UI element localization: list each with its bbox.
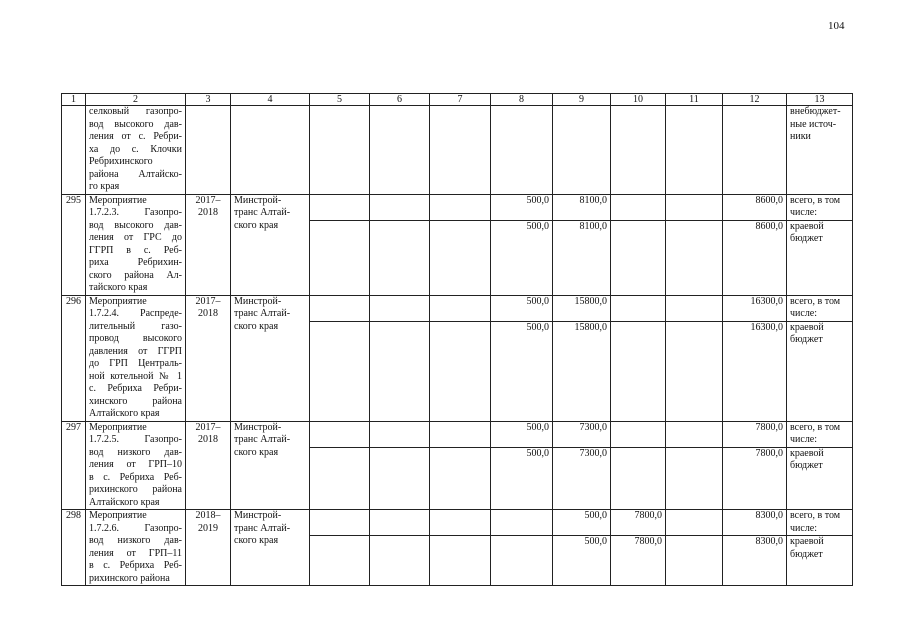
event-description-line: 1.7.2.5. Газопро- — [89, 434, 182, 445]
executor-line: транс Алтай- — [234, 308, 291, 319]
executor — [231, 295, 310, 421]
value-cell-10: 7800,0 — [611, 536, 666, 586]
event-description-line: лительный газо- — [89, 320, 182, 332]
funding-source — [787, 295, 853, 321]
value-cell-8 — [491, 536, 553, 586]
header-cell: 13 — [787, 94, 853, 106]
funding-source-line: краевой — [790, 220, 824, 232]
value-cell-6 — [370, 321, 430, 421]
header-cell: 5 — [310, 94, 370, 106]
executor-line: ского края — [234, 535, 279, 546]
value-cell-7 — [430, 321, 491, 421]
value-cell-10 — [611, 447, 666, 510]
row-number — [62, 106, 86, 195]
row-number: 295 — [62, 194, 86, 295]
value-cell-9: 15800,0 — [553, 321, 611, 421]
funding-source-line: всего, в том — [790, 421, 841, 433]
value-cell-8 — [491, 510, 553, 536]
executor — [231, 194, 310, 295]
table-row — [62, 510, 853, 536]
header-row — [62, 94, 853, 106]
value-cell-12: 8300,0 — [723, 536, 787, 586]
event-description-line: в с. Ребриха Реб- — [89, 560, 182, 571]
period — [186, 421, 231, 510]
value-cell-8: 500,0 — [491, 295, 553, 321]
event-description-line: селковый газопро- — [89, 106, 182, 117]
event-description-line: Алтайского края — [89, 408, 160, 419]
event-description-line: рихинского района — [89, 484, 182, 495]
funding-source-line: ные источ- — [790, 118, 837, 130]
event-description — [86, 295, 186, 421]
value-cell-10 — [611, 220, 666, 295]
value-cell-10: 7800,0 — [611, 510, 666, 536]
funding-source-line: бюджет — [790, 548, 823, 560]
funding-source-line: краевой — [790, 447, 824, 459]
event-description-line: ского района Ал- — [89, 269, 182, 281]
executor-line: ского края — [234, 219, 279, 231]
value-cell-8: 500,0 — [491, 194, 553, 220]
period-line: 2017– — [195, 194, 221, 206]
period-line: 2017– — [195, 421, 221, 433]
executor-line: транс Алтай- — [234, 434, 291, 445]
value-cell-11 — [666, 421, 723, 447]
event-description-line: Мероприятие — [89, 295, 147, 307]
value-cell — [553, 106, 611, 195]
period-line: 2018 — [198, 434, 218, 445]
value-cell-8: 500,0 — [491, 447, 553, 510]
event-description-line: ления от с. Ребри- — [89, 131, 182, 142]
period — [186, 194, 231, 295]
value-cell-10 — [611, 194, 666, 220]
event-description-line: ления от ГРП–10 — [89, 459, 182, 470]
funding-source — [787, 536, 853, 586]
table-row — [62, 421, 853, 447]
event-description-line: тайского края — [89, 282, 148, 293]
value-cell-7 — [430, 536, 491, 586]
header-cell: 6 — [370, 94, 430, 106]
executor-line: ского края — [234, 446, 279, 458]
value-cell-9: 8100,0 — [553, 194, 611, 220]
event-description-line: 1.7.2.6. Газопро- — [89, 522, 182, 534]
value-cell-11 — [666, 220, 723, 295]
funding-source-line: всего, в том — [790, 295, 841, 307]
value-cell-5 — [310, 421, 370, 447]
value-cell — [723, 106, 787, 195]
value-cell-5 — [310, 295, 370, 321]
period-line: 2018– — [195, 510, 221, 521]
executor-line: Минстрой- — [234, 421, 282, 433]
period-line: 2017– — [195, 295, 221, 307]
value-cell-12: 16300,0 — [723, 295, 787, 321]
funding-source — [787, 194, 853, 220]
value-cell-12: 7800,0 — [723, 421, 787, 447]
value-cell-6 — [370, 421, 430, 447]
value-cell-7 — [430, 421, 491, 447]
event-description — [86, 194, 186, 295]
value-cell-5 — [310, 536, 370, 586]
event-description-line: 1.7.2.3. Газопро- — [89, 207, 182, 218]
event-description-line: давления от ГГРП — [89, 345, 182, 357]
event-description-line: Ребрихинского — [89, 156, 153, 167]
event-description-line: ления от ГРП–11 — [89, 547, 182, 559]
event-description-line: ной котельной № 1 — [89, 370, 182, 382]
value-cell-12: 8600,0 — [723, 220, 787, 295]
period-line: 2018 — [198, 207, 218, 218]
header-cell: 3 — [186, 94, 231, 106]
value-cell — [666, 106, 723, 195]
value-cell-9: 7300,0 — [553, 447, 611, 510]
funding-source-line: ники — [790, 131, 811, 142]
value-cell-10 — [611, 321, 666, 421]
event-description-line: рихинского района — [89, 572, 170, 584]
header-cell: 10 — [611, 94, 666, 106]
value-cell-5 — [310, 321, 370, 421]
continuation-row — [62, 106, 853, 195]
value-cell-5 — [310, 447, 370, 510]
executor — [231, 510, 310, 586]
event-description-line: хинского района — [89, 395, 182, 407]
value-cell-11 — [666, 194, 723, 220]
value-cell-5 — [310, 510, 370, 536]
event-description-line: Мероприятие — [89, 194, 147, 206]
event-description-line: с. Ребриха Ребри- — [89, 383, 182, 394]
value-cell-6 — [370, 194, 430, 220]
value-cell-7 — [430, 510, 491, 536]
value-cell-10 — [611, 421, 666, 447]
value-cell-8: 500,0 — [491, 220, 553, 295]
value-cell-6 — [370, 220, 430, 295]
funding-source-line: бюджет — [790, 233, 823, 244]
executor-line: Минстрой- — [234, 295, 282, 307]
funding-source — [787, 220, 853, 295]
value-cell-11 — [666, 510, 723, 536]
funding-source-line: числе: — [790, 207, 818, 218]
period-line: 2019 — [198, 522, 218, 534]
period-line: 2018 — [198, 308, 218, 319]
event-description-line: ления от ГРС до — [89, 232, 182, 243]
event-description-line: го края — [89, 181, 120, 192]
value-cell — [310, 106, 370, 195]
value-cell-9: 500,0 — [553, 510, 611, 536]
value-cell-5 — [310, 194, 370, 220]
event-description — [86, 106, 186, 195]
value-cell — [611, 106, 666, 195]
funding-source-line: числе: — [790, 522, 818, 534]
value-cell-9: 8100,0 — [553, 220, 611, 295]
event-description-line: провод высокого — [89, 333, 182, 344]
period — [186, 510, 231, 586]
value-cell-12: 16300,0 — [723, 321, 787, 421]
header-cell: 9 — [553, 94, 611, 106]
value-cell — [491, 106, 553, 195]
executor-line: ского края — [234, 320, 279, 332]
header-cell: 8 — [491, 94, 553, 106]
value-cell-8: 500,0 — [491, 421, 553, 447]
value-cell-5 — [310, 220, 370, 295]
value-cell-11 — [666, 536, 723, 586]
event-description-line: района Алтайско- — [89, 168, 182, 180]
value-cell-6 — [370, 295, 430, 321]
executor-line: транс Алтай- — [234, 207, 291, 218]
event-description-line: вод высокого дав- — [89, 118, 182, 130]
event-description-line: ха до с. Клочки — [89, 143, 182, 155]
funding-source-line: краевой — [790, 321, 824, 333]
executor — [231, 421, 310, 510]
funding-source-line: бюджет — [790, 334, 823, 345]
funding-source-line: всего, в том — [790, 194, 841, 206]
event-description-line: вод низкого дав- — [89, 535, 182, 546]
value-cell-11 — [666, 295, 723, 321]
value-cell-12: 8300,0 — [723, 510, 787, 536]
event-description-line: вод высокого дав- — [89, 219, 182, 231]
event-description — [86, 510, 186, 586]
funding-source — [787, 321, 853, 421]
event-description-line: Мероприятие — [89, 421, 147, 433]
event-description-line: риха Ребрихин- — [89, 257, 182, 268]
value-cell-8: 500,0 — [491, 321, 553, 421]
value-cell-9: 7300,0 — [553, 421, 611, 447]
value-cell-6 — [370, 447, 430, 510]
value-cell-9: 15800,0 — [553, 295, 611, 321]
period — [186, 295, 231, 421]
funding-source — [787, 421, 853, 447]
value-cell-7 — [430, 295, 491, 321]
value-cell — [430, 106, 491, 195]
funding-source-line: бюджет — [790, 460, 823, 471]
event-description — [86, 421, 186, 510]
funding-source — [787, 447, 853, 510]
value-cell-10 — [611, 295, 666, 321]
value-cell-9: 500,0 — [553, 536, 611, 586]
header-cell: 12 — [723, 94, 787, 106]
value-cell-7 — [430, 194, 491, 220]
value-cell-12: 8600,0 — [723, 194, 787, 220]
header-cell: 4 — [231, 94, 310, 106]
event-description-line: 1.7.2.4. Распреде- — [89, 308, 182, 319]
event-description-line: ГГРП в с. Реб- — [89, 244, 182, 256]
page-number: 104 — [828, 20, 845, 32]
funding-source-line: краевой — [790, 536, 824, 547]
value-cell-11 — [666, 447, 723, 510]
funding-source-line: внебюджет- — [790, 106, 841, 117]
row-number: 297 — [62, 421, 86, 510]
value-cell-6 — [370, 510, 430, 536]
value-cell — [370, 106, 430, 195]
program-table — [61, 93, 853, 586]
event-description-line: Мероприятие — [89, 510, 147, 521]
event-description-line: до ГРП Централь- — [89, 358, 182, 369]
row-number: 298 — [62, 510, 86, 586]
value-cell-12: 7800,0 — [723, 447, 787, 510]
table-row — [62, 194, 853, 220]
funding-source-line: всего, в том — [790, 510, 841, 521]
funding-source-line: числе: — [790, 434, 818, 445]
header-cell: 2 — [86, 94, 186, 106]
value-cell-6 — [370, 536, 430, 586]
header-cell: 7 — [430, 94, 491, 106]
executor-line: Минстрой- — [234, 194, 282, 206]
value-cell-11 — [666, 321, 723, 421]
row-number: 296 — [62, 295, 86, 421]
value-cell — [231, 106, 310, 195]
funding-source — [787, 106, 853, 195]
executor-line: Минстрой- — [234, 510, 282, 521]
value-cell-7 — [430, 220, 491, 295]
funding-source-line: числе: — [790, 308, 818, 319]
executor-line: транс Алтай- — [234, 522, 291, 534]
event-description-line: в с. Ребриха Реб- — [89, 471, 182, 483]
value-cell-7 — [430, 447, 491, 510]
table-row — [62, 295, 853, 321]
event-description-line: вод низкого дав- — [89, 446, 182, 458]
funding-source — [787, 510, 853, 536]
header-cell: 11 — [666, 94, 723, 106]
header-cell: 1 — [62, 94, 86, 106]
value-cell — [186, 106, 231, 195]
event-description-line: Алтайского края — [89, 496, 160, 508]
